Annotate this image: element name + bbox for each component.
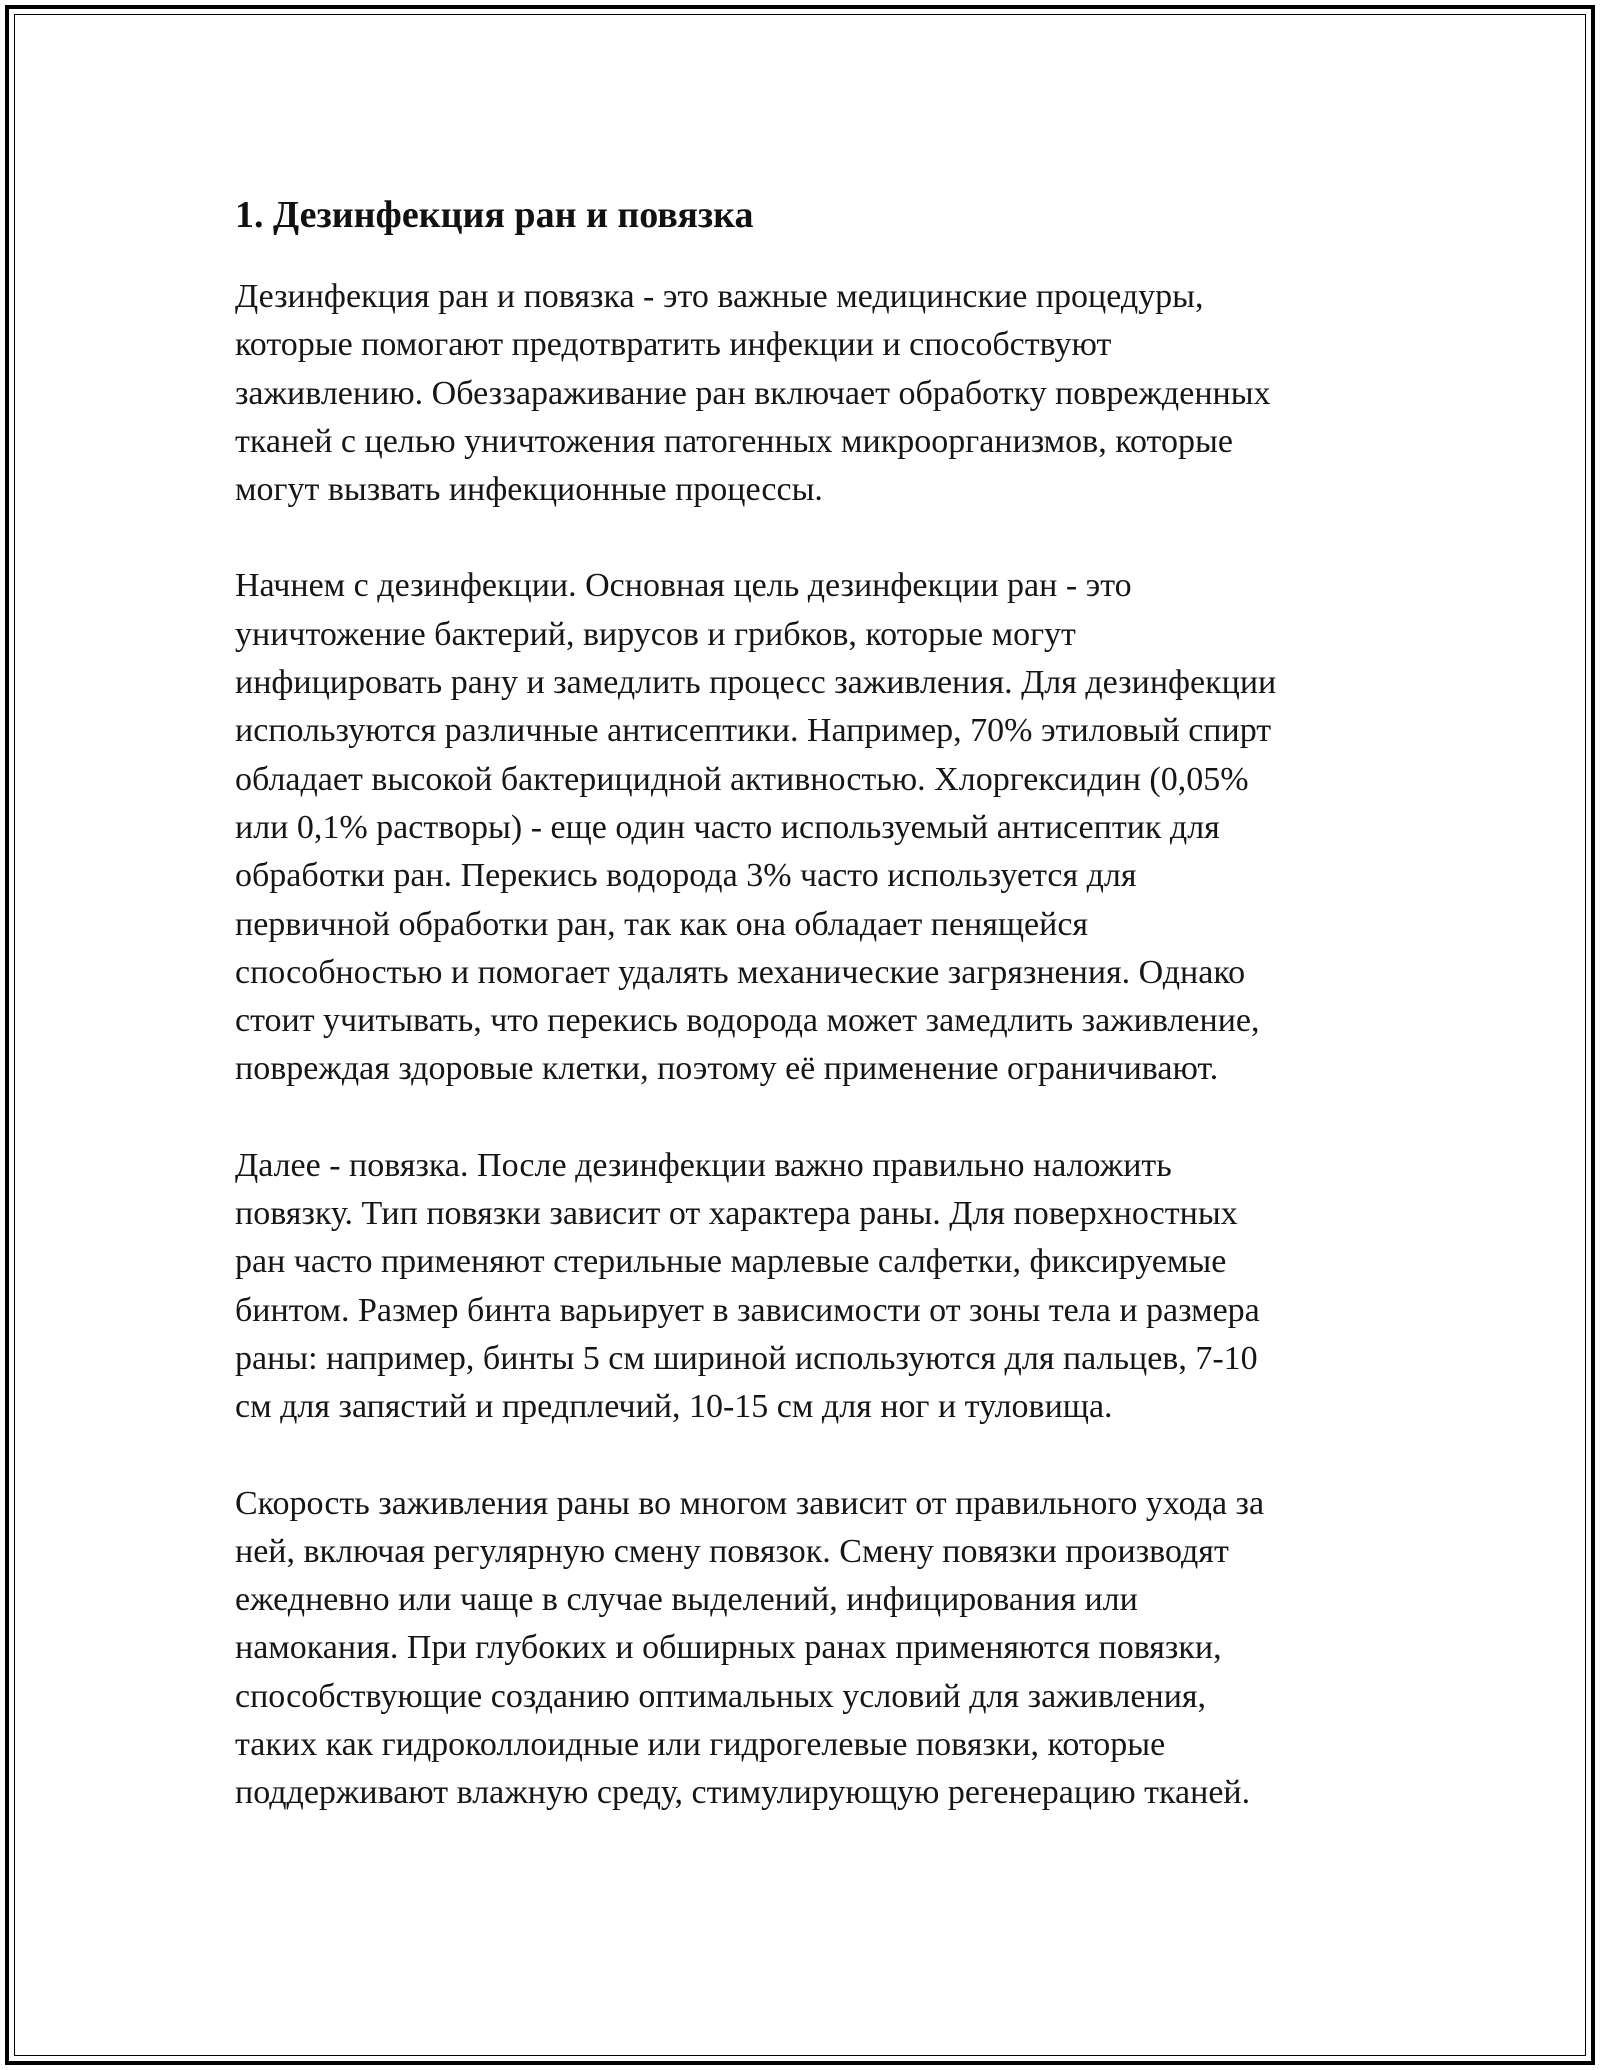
paragraph-disinfection bbox=[235, 562, 1375, 1093]
section-heading: 1. Дезинфекция ран и повязка bbox=[235, 194, 754, 236]
text-line: которые помогают предотвратить инфекции и способствуют bbox=[235, 326, 1112, 364]
text-line: тканей с целью уничтожения патогенных микроорганизмов, которые bbox=[235, 422, 1233, 460]
text-line: см для запястий и предплечий, 10-15 см для ног и туловища. bbox=[235, 1388, 1113, 1426]
text-line: используются различные антисептики. Например, 70% этиловый спирт bbox=[235, 712, 1272, 750]
text-line: уничтожение бактерий, вирусов и грибков, которые могут bbox=[235, 615, 1076, 653]
text-line: намокания. При глубоких и обширных ранах применяются повязки, bbox=[235, 1629, 1222, 1667]
text-line: повреждая здоровые клетки, поэтому её применение ограничивают. bbox=[235, 1050, 1219, 1088]
text-line: Дезинфекция ран и повязка - это важные медицинские процедуры, bbox=[235, 278, 1204, 315]
text-line: способностью и помогает удалять механические загрязнения. Однако bbox=[235, 953, 1246, 991]
text-line: поддерживают влажную среду, стимулирующую регенерацию тканей. bbox=[235, 1774, 1251, 1812]
text-line: Далее - повязка. После дезинфекции важно правильно наложить bbox=[235, 1146, 1172, 1184]
paragraph-healing bbox=[235, 1480, 1375, 1818]
text-line: ран часто применяют стерильные марлевые салфетки, фиксируемые bbox=[235, 1243, 1227, 1281]
text-line: бинтом. Размер бинта варьирует в зависимости от зоны тела и размера bbox=[235, 1291, 1260, 1329]
text-line: повязку. Тип повязки зависит от характера раны. Для поверхностных bbox=[235, 1195, 1238, 1233]
text-line: заживлению. Обеззараживание ран включает обработку поврежденных bbox=[235, 374, 1271, 412]
text-line: способствующие созданию оптимальных условий для заживления, bbox=[235, 1677, 1207, 1715]
text-line: стоит учитывать, что перекись водорода может замедлить заживление, bbox=[235, 1002, 1260, 1040]
text-line: обработки ран. Перекись водорода 3% часто используется для bbox=[235, 857, 1137, 895]
text-line: Начнем с дезинфекции. Основная цель дезинфекции ран - это bbox=[235, 567, 1132, 605]
text-line: таких как гидроколлоидные или гидрогелевые повязки, которые bbox=[235, 1726, 1166, 1764]
text-line: или 0,1% растворы) - еще один часто используемый антисептик для bbox=[235, 808, 1220, 846]
text-line: первичной обработки ран, так как она обладает пенящейся bbox=[235, 905, 1089, 943]
text-line: инфицировать рану и замедлить процесс заживления. Для дезинфекции bbox=[235, 664, 1277, 702]
text-line: ней, включая регулярную смену повязок. Смену повязки производят bbox=[235, 1532, 1229, 1570]
text-line: раны: например, бинты 5 см шириной используются для пальцев, 7-10 bbox=[235, 1339, 1258, 1377]
paragraph-intro bbox=[235, 273, 1375, 514]
text-line: ежедневно или чаще в случае выделений, инфицирования или bbox=[235, 1581, 1138, 1619]
text-line: могут вызвать инфекционные процессы. bbox=[235, 471, 823, 509]
text-line: обладает высокой бактерицидной активностью. Хлоргексидин (0,05% bbox=[235, 760, 1249, 798]
paragraph-bandage bbox=[235, 1142, 1375, 1432]
document-body bbox=[235, 187, 1375, 1866]
text-line: Скорость заживления раны во многом зависит от правильного ухода за bbox=[235, 1484, 1265, 1522]
